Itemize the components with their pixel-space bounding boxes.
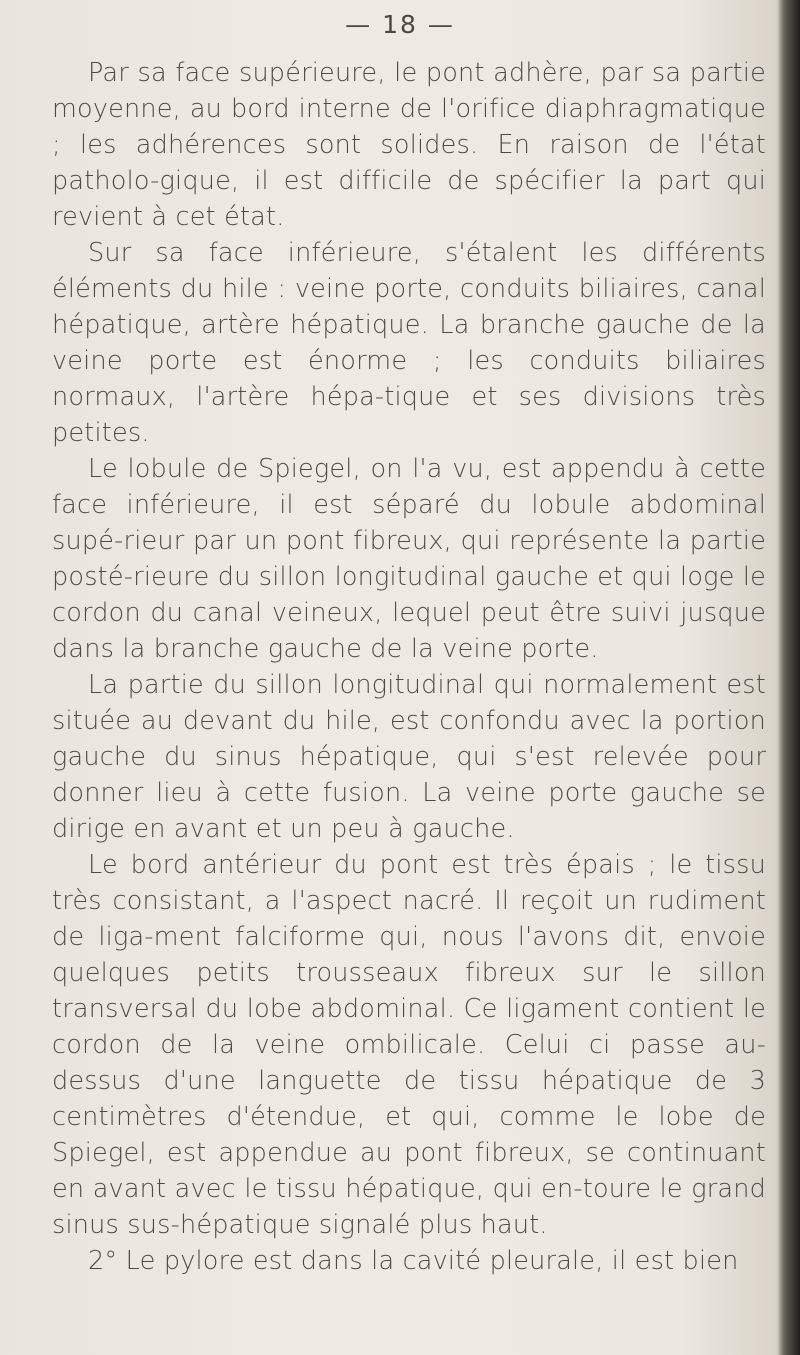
paragraph-5: Le bord antérieur du pont est très épais ; le tissu très consistant, a l'aspect nacré. Il reçoit un rudiment de liga-ment falciforme qui, nous l'avons dit, envoie quelques petits trousseaux fibreux sur le sillon transversal du lobe abdominal. Ce ligament contient le cordon de la veine ombilicale. Celui ci passe au-dessus d'une languette de tissu hépatique de 3 centimètres d'étendue, et qui, comme le lobe de Spiegel, est appendue au pont fibreux, se continuant en avant avec le tissu hépatique, qui en-toure le grand sinus sus-hépatique signalé plus haut.	[52, 850, 766, 1240]
paragraph-6: 2° Le pylore est dans la cavité pleurale, il est bien	[88, 1246, 739, 1276]
body-text	[52, 55, 766, 1279]
paragraph-4: La partie du sillon longitudinal qui normalement est située au devant du hile, est confondu avec la portion gauche du sinus hépatique, qui s'est relevée pour donner lieu à cette fusion. La veine porte gauche se dirige en avant et un peu à gauche.	[52, 670, 766, 844]
paragraph-3: Le lobule de Spiegel, on l'a vu, est appendu à cette face inférieure, il est séparé du lobule abdominal supé-rieur par un pont fibreux, qui représente la partie posté-rieure du sillon longitudinal gauche et qui loge le cordon du canal veineux, lequel peut être suivi jusque dans la branche gauche de la veine porte.	[52, 454, 766, 664]
page-binding-edge	[778, 0, 800, 1355]
paragraph-2: Sur sa face inférieure, s'étalent les différents éléments du hile : veine porte, conduits biliaires, canal hépatique, artère hépatique. La branche gauche de la veine porte est énorme ; les conduits biliaires normaux, l'artère hépa-tique et ses divisions très petites.	[52, 238, 766, 448]
page-number: — 18 —	[345, 10, 455, 39]
paragraph-1: Par sa face supérieure, le pont adhère, par sa partie moyenne, au bord interne de l'orifice diaphragmatique ; les adhérences sont solides. En raison de l'état patholo-gique, il est difficile de spécifier la part qui revient à cet état.	[52, 58, 766, 232]
